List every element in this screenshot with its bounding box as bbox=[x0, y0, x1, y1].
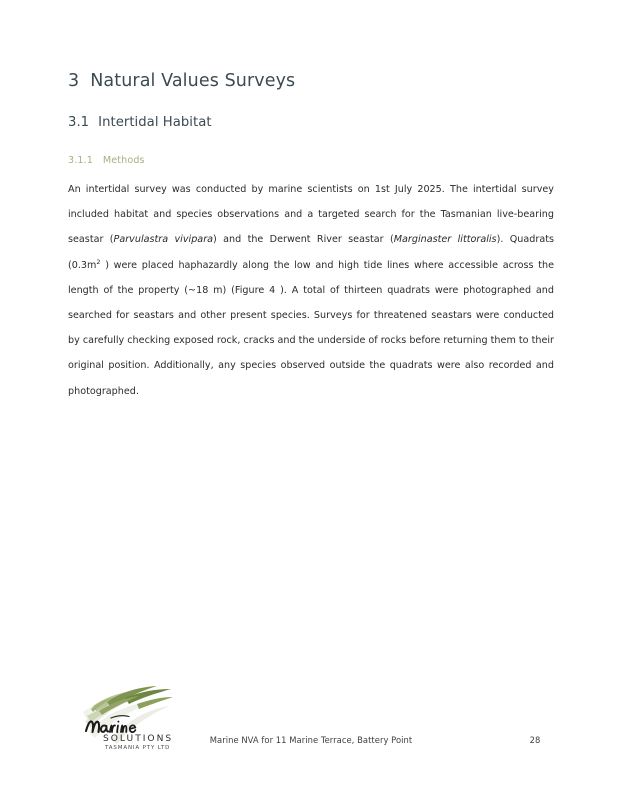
logo-tasmania-text: TASMANIA PTY LTD bbox=[105, 745, 171, 752]
superscript: 2 bbox=[96, 257, 101, 266]
species-name: Marginaster littoralis bbox=[393, 234, 497, 246]
footer-caption: Marine NVA for 11 Marine Terrace, Battery Point bbox=[209, 735, 413, 745]
heading-3-title: Methods bbox=[102, 155, 145, 166]
heading-2-title: Intertidal Habitat bbox=[98, 115, 212, 130]
methods-paragraph: An intertidal survey was conducted by marine scientists on 1st July 2025. The intertidal survey included habitat and species observations and a targeted search for the Tasmanian live-bearing seastar (Parvulastra vivipara) and the Derwent River seastar (Marginaster littoralis). Quadrats ($0.3m^2$ ) were placed haphazardly along the low and high tide lines where accessible across the length of the property (~18 m) (Figure 4 ). A total of thirteen quadrats were photographed and searched for seastars and other present species. Surveys for threatened seastars were conducted by carefully checking exposed rock, cracks and the underside of rocks before returning them to their original position. Additionally, any species observed outside the quadrats were also recorded and photographed. bbox=[68, 184, 554, 397]
marine-solutions-logo bbox=[81, 682, 176, 752]
page-content bbox=[68, 70, 554, 404]
heading-1-title: Natural Values Surveys bbox=[90, 71, 296, 91]
heading-2-number: 3.1 bbox=[68, 115, 90, 130]
species-name: Parvulastra vivipara bbox=[113, 234, 214, 246]
heading-level-3 bbox=[68, 154, 554, 168]
page-number: 28 bbox=[529, 735, 541, 745]
logo-solutions-text: SOLUTIONS bbox=[103, 734, 174, 745]
heading-level-2 bbox=[68, 114, 554, 132]
heading-level-1 bbox=[68, 70, 554, 92]
heading-3-number: 3.1.1 bbox=[68, 155, 93, 166]
heading-1-number: 3 bbox=[68, 71, 80, 91]
